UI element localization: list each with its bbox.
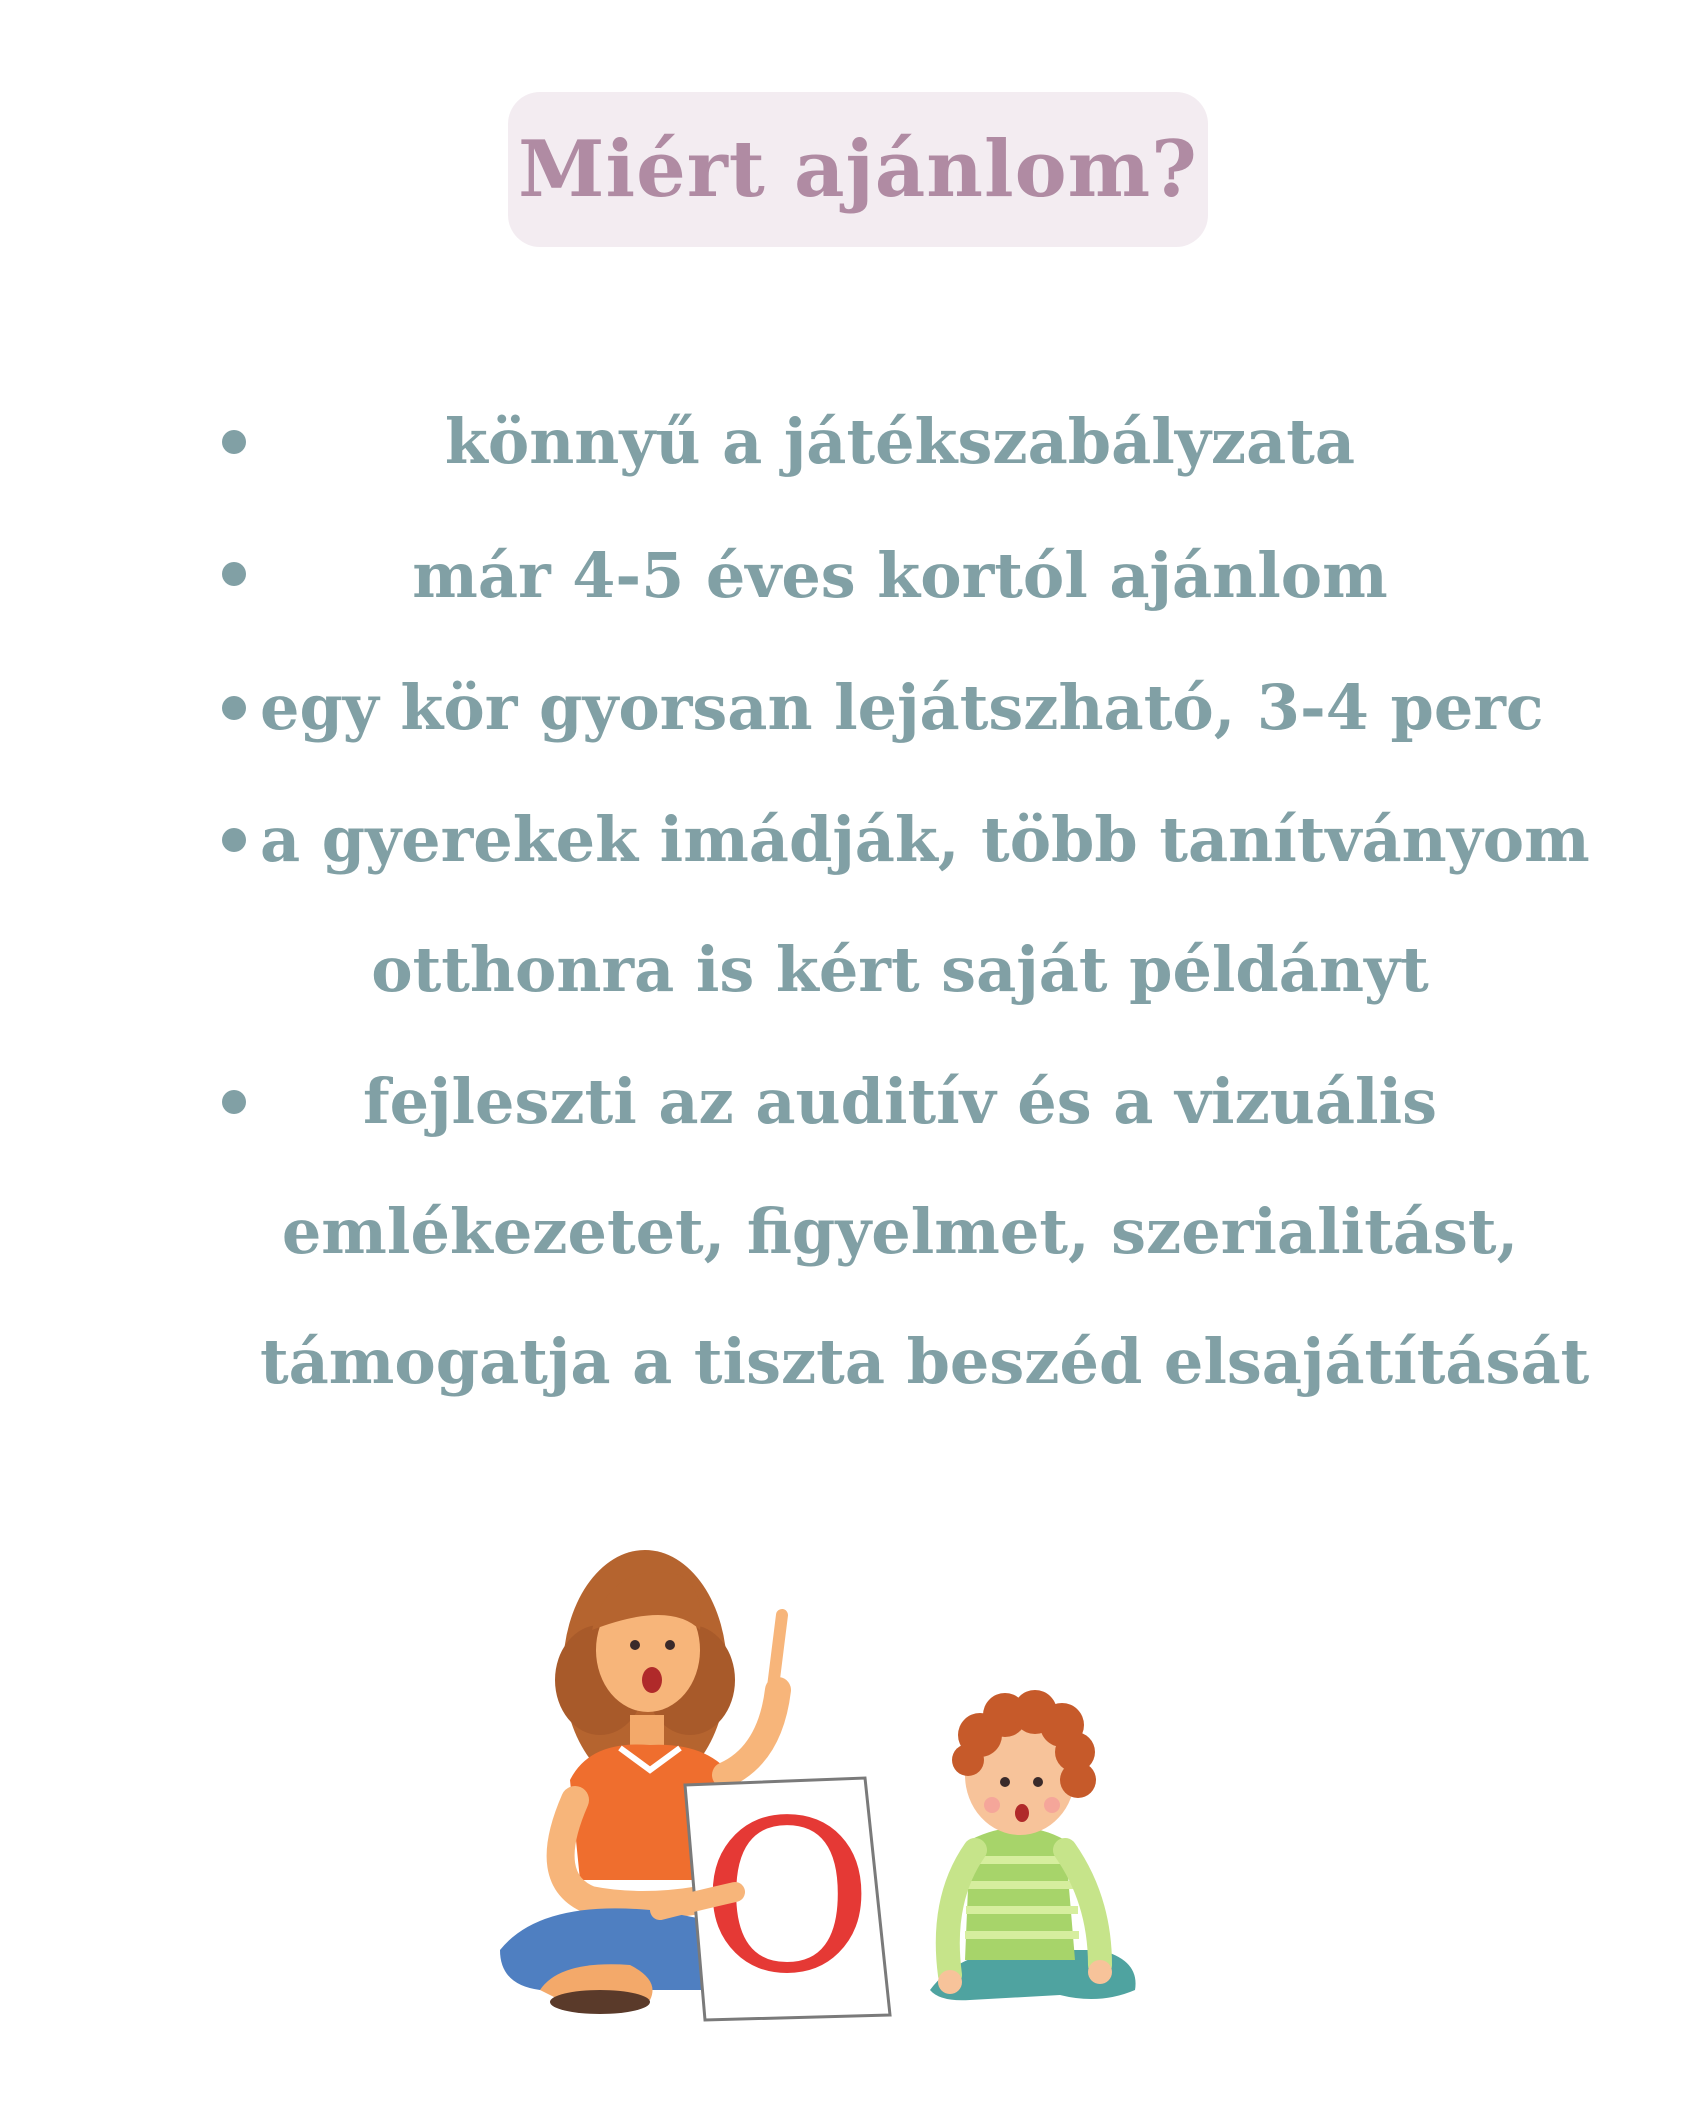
child-figure bbox=[930, 1690, 1136, 2000]
bullet-dot-icon bbox=[222, 562, 246, 586]
bullet-dot-icon bbox=[222, 430, 246, 454]
page-title: Miért ajánlom? bbox=[518, 124, 1198, 215]
teacher-child-illustration bbox=[500, 1520, 1200, 2040]
bullet-dot-icon bbox=[222, 696, 246, 720]
list-item-line: a gyerekek imádják, több tanítványom bbox=[260, 803, 1590, 876]
list-item-line: támogatja a tiszta beszéd elsajátítását bbox=[260, 1325, 1590, 1398]
title-badge bbox=[508, 92, 1208, 247]
bullet-dot-icon bbox=[222, 828, 246, 852]
list-item-line: otthonra is kért saját példányt bbox=[371, 933, 1429, 1006]
list-item-line: fejleszti az auditív és a vizuális bbox=[362, 1065, 1438, 1138]
list-item-line: egy kör gyorsan lejátszható, 3-4 perc bbox=[260, 671, 1544, 744]
list-item-line: emlékezetet, figyelmet, szerialitást, bbox=[281, 1195, 1519, 1268]
list-item-line: könnyű a játékszabályzata bbox=[444, 405, 1356, 478]
list-item-line: már 4-5 éves kortól ajánlom bbox=[412, 539, 1388, 612]
card-letter: O bbox=[700, 1775, 874, 2020]
bullet-dot-icon bbox=[222, 1090, 246, 1114]
